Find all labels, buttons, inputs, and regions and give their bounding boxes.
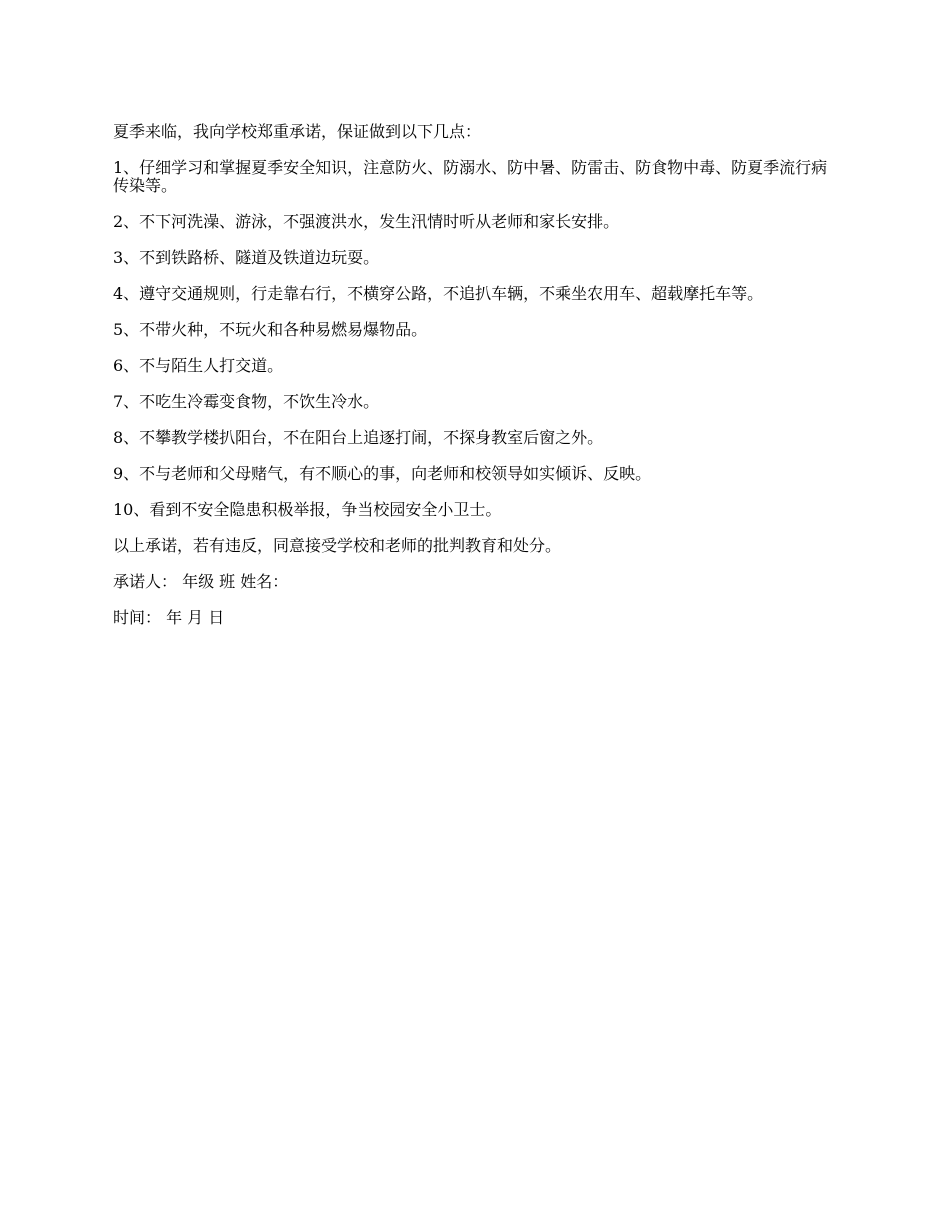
pledge-item-1: 1、仔细学习和掌握夏季安全知识，注意防火、防溺水、防中暑、防雷击、防食物中毒、防夏季流行病传染等。 <box>113 158 828 195</box>
pledge-item-2: 2、不下河洗澡、游泳，不强渡洪水，发生汛情时听从老师和家长安排。 <box>113 212 620 231</box>
pledge-item-8: 8、不攀教学楼扒阳台，不在阳台上追逐打闹，不探身教室后窗之外。 <box>113 428 604 447</box>
intro-paragraph: 夏季来临，我向学校郑重承诺，保证做到以下几点： <box>113 122 482 141</box>
pledge-item-3: 3、不到铁路桥、隧道及铁道边玩耍。 <box>113 248 380 267</box>
pledge-item-4: 4、遵守交通规则，行走靠右行，不横穿公路，不追扒车辆，不乘坐农用车、超载摩托车等。 <box>113 284 764 303</box>
signature-line: 承诺人： 年级 班 姓名： <box>113 572 289 591</box>
pledge-body <box>113 123 837 645</box>
pledge-item-10: 10、看到不安全隐患积极举报，争当校园安全小卫士。 <box>113 500 502 519</box>
pledge-item-9: 9、不与老师和父母赌气，有不顺心的事，向老师和校领导如实倾诉、反映。 <box>113 464 652 483</box>
pledge-item-5: 5、不带火种，不玩火和各种易燃易爆物品。 <box>113 320 428 339</box>
pledge-item-6: 6、不与陌生人打交道。 <box>113 356 284 375</box>
date-line: 时间： 年 月 日 <box>113 608 225 627</box>
pledge-item-7: 7、不吃生冷霉变食物，不饮生冷水。 <box>113 392 380 411</box>
closing-paragraph: 以上承诺，若有违反，同意接受学校和老师的批判教育和处分。 <box>113 536 562 555</box>
